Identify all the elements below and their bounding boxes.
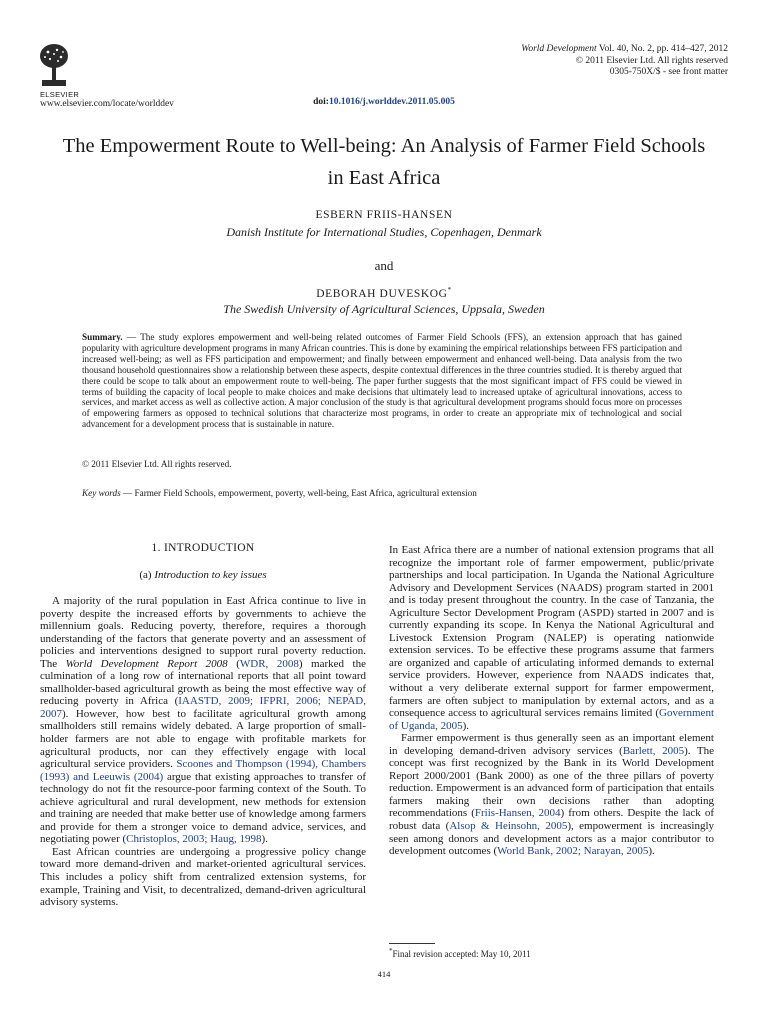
citation-link[interactable]: Friis-Hansen, 2004: [474, 807, 561, 820]
journal-name: World Development: [521, 44, 597, 54]
author-2-name: DEBORAH DUVESKOG: [316, 287, 448, 300]
text-run: (: [227, 657, 240, 670]
abstract-label: Summary.: [82, 332, 123, 342]
text-run: argue that existing approaches to transfer of technology do not fit the resource-poor farming context of the South. To achieve agricultural and rural development, new methods for extension and training are needed that make better use of knowledge among farmers and provide for them a stronger voice to demand advice, services, and negotiating power (: [40, 770, 366, 846]
paper-title: The Empowerment Route to Well-being: An Analysis of Farmer Field Schools in East Africa: [62, 135, 706, 189]
text-run: ) from others. Despite the lack of robust data (: [389, 807, 714, 833]
keywords-label: Key words: [82, 488, 121, 498]
keywords: [82, 488, 477, 498]
abstract-copyright: © 2011 Elsevier Ltd. All rights reserved.: [82, 459, 232, 469]
text-run: Farmer empowerment is thus generally seen as an important element in developing demand-driven advisory services (: [389, 732, 714, 757]
author-1-affiliation: Danish Institute for International Studies, Copenhagen, Denmark: [226, 225, 542, 239]
citation-link[interactable]: World Bank, 2002; Narayan, 2005: [497, 845, 649, 858]
text-run: A majority of the rural population in East Africa continue to live in poverty despite the increased efforts by governments to achieve the millennium goals. Reducing poverty, therefore, requires a thorough understanding of the factors that generate poverty and an assessment of policies and interventions designed to support rural poverty reduction. The: [40, 595, 366, 670]
doi-link[interactable]: 10.1016/j.worlddev.2011.05.005: [328, 97, 455, 107]
text-run: ).: [462, 719, 470, 732]
text-run: ) marked the culmination of a long row of international reports that all point toward smallholder-based agricultural growth as being the most effective way of reducing poverty in Africa (: [40, 657, 366, 708]
paragraph: [389, 732, 714, 857]
subsection-heading: [40, 569, 366, 581]
citation-link[interactable]: Christoplos, 2003; Haug, 1998: [126, 833, 262, 846]
abstract: [82, 332, 682, 430]
citation-link[interactable]: WDR, 2008: [239, 657, 299, 670]
citation-link[interactable]: Scoones and Thompson (1994), Chambers (1993) and Leeuwis (2004): [40, 758, 366, 783]
journal-url[interactable]: www.elsevier.com/locate/worlddev: [40, 99, 174, 109]
citation-link[interactable]: Barlett, 2005: [622, 744, 685, 757]
author-2-footnote-mark[interactable]: *: [447, 286, 452, 294]
citation-link[interactable]: IAASTD, 2009; IFPRI, 2006; NEPAD, 2007: [40, 695, 366, 720]
journal-copyright: © 2011 Elsevier Ltd. All rights reserved: [575, 55, 728, 66]
paragraph: [389, 544, 714, 732]
abstract-text: — The study explores empowerment and well-being related outcomes of Farmer Field Schools (FFS), an extension approach that has gained popularity with agriculture development programs in many African countries. This is done by examining the empirical relationships between FFS participation and increased well-being; as well as FFS participation and empowerment; and finally between empowerment and enhanced well-being. Data analysis from the two thousand household questionnaires show a relationship between these aspects, despite contextual differences in the three countries studied. It is thereby argued that there could be scope to talk about an empowerment route to well-being. The paper further suggests that the most significant impact of FFS could be viewed in terms of building the capacity of local people to make choices and make decisions that ultimately lead to increased uptake of agricultural innovations, access to services, and market access as well as collective action. A major conclusion of the study is that agricultural development programs should focus more on processes of empowering farmers as opposed to technical solutions that characterize most programs, in order to create an appropriate mix of technological and social advancement for a development process that is sustainable in nature.: [82, 332, 682, 430]
paragraph: [40, 595, 366, 846]
subsection-title: Introduction to key issues: [154, 569, 267, 581]
doi-prefix: doi:: [313, 97, 329, 107]
footnote-divider: [389, 943, 435, 944]
section-heading: 1. INTRODUCTION: [151, 542, 255, 554]
citation-link[interactable]: Government of Uganda, 2005: [389, 707, 714, 732]
journal-meta: [428, 44, 728, 79]
text-run: ), empowerment is increasingly seen among donors and development actors as a major contributor to development outcomes (: [389, 820, 715, 858]
left-column: [40, 595, 366, 909]
doi-line: [0, 97, 768, 107]
journal-citation: Vol. 40, No. 2, pp. 414–427, 2012: [596, 44, 728, 54]
paragraph: East African countries are undergoing a progressive policy change toward more demand-driven and market-oriented agricultural services. This includes a policy shift from centralized extension systems, for example, Training and Visit, to decentralized, demand-driven agricultural advisory systems.: [40, 845, 366, 909]
footnote-mark: *: [389, 947, 393, 955]
text-run: ).: [261, 833, 268, 846]
elsevier-tree-logo-icon: [38, 42, 70, 90]
subsection-marker: (a): [139, 569, 155, 581]
right-column: [389, 544, 714, 858]
citation-link[interactable]: Alsop & Heinsohn, 2005: [449, 820, 568, 833]
author-1-name: ESBERN FRIIS-HANSEN: [315, 209, 453, 221]
publisher-name: ELSEVIER: [40, 90, 80, 99]
footnote: [389, 947, 531, 959]
text-run: In East Africa there are a number of national extension programs that all recognize the important role of farmer empowerment, public/private partnerships and local participation. In Uganda the National Agriculture Advisory and Development Services (NAADS) program started in 2001 and is today present throughout the country. In the case of Tanzania, the Agriculture Sector Development Program (ASPD) started in 2007 and is currently expanding its scope. In Kenya the National Agricultural and Livestock Extension Program (NALEP) is operating nationwide extension services. To be effective these programs assume that farmers are organized and capable of articulating informed demands to external service providers. However, experience from NAADS indicates that, without a very deliberate external support for farmer empowerment, farmers are often subject to manipulation by external actors, and as a consequence access to agricultural services remains limited (: [389, 544, 714, 720]
text-run-italic: World Development Report 2008: [65, 657, 228, 670]
author-2-affiliation: The Swedish University of Agricultural Sciences, Uppsala, Sweden: [223, 302, 545, 316]
footnote-text: Final revision accepted: May 10, 2011: [392, 949, 531, 959]
journal-issn: 0305-750X/$ - see front matter: [609, 67, 728, 77]
and-separator: and: [374, 258, 394, 273]
text-run: ). However, how best to facilitate agricultural growth among smallholders still remains widely debated. A large proportion of small-holder farmers are not able to engage with profitable markets for agricultural products, nor can they effectively engage with local agricultural service providers.: [40, 707, 366, 771]
text-run: ).: [648, 845, 655, 858]
author-2: [0, 286, 768, 300]
text-run: ). The concept was first recognized by the Bank in its World Development Report 2000/2001 (Bank 2000) as one of the three pillars of poverty reduction. Empowerment is an advanced form of participation that entails farmers making their own decisions rather than adopting recommendations (: [389, 744, 714, 820]
page-number: 414: [377, 969, 391, 979]
keywords-text: — Farmer Field Schools, empowerment, poverty, well-being, East Africa, agricultural extension: [120, 488, 477, 498]
